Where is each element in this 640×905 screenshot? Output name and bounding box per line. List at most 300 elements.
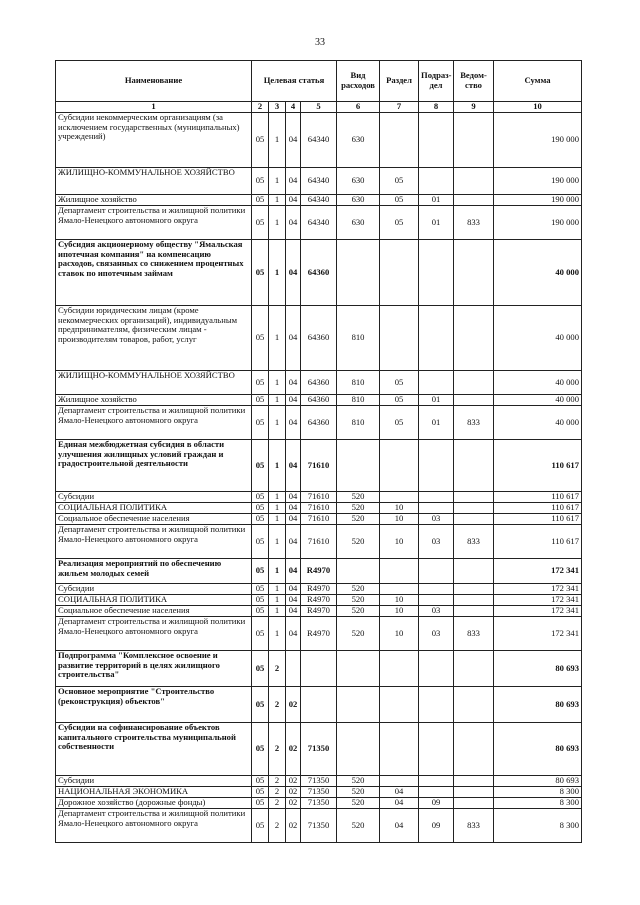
- row-code-vr: 520: [337, 787, 380, 798]
- row-sum: 40 000: [494, 306, 582, 371]
- row-code-c: 02: [286, 687, 301, 723]
- row-code-d: 71350: [301, 798, 337, 809]
- row-code-a: 05: [252, 514, 269, 525]
- row-code-rz: 10: [380, 514, 419, 525]
- row-code-vr: 810: [337, 395, 380, 406]
- row-code-vr: 810: [337, 406, 380, 440]
- row-code-a: 05: [252, 584, 269, 595]
- row-sum: 8 300: [494, 798, 582, 809]
- row-sum: 190 000: [494, 206, 582, 240]
- row-code-vr: 630: [337, 113, 380, 168]
- column-number: 4: [286, 102, 301, 113]
- row-code-pr: 03: [419, 514, 454, 525]
- row-code-rz: 10: [380, 617, 419, 651]
- row-code-rz: [380, 776, 419, 787]
- row-code-b: 1: [269, 240, 286, 306]
- row-code-b: 2: [269, 776, 286, 787]
- row-code-rz: 04: [380, 787, 419, 798]
- row-code-vr: 520: [337, 503, 380, 514]
- row-sum: 8 300: [494, 787, 582, 798]
- row-code-c: 04: [286, 559, 301, 584]
- row-name: Реализация мероприятий по обеспечению жильем молодых семей: [56, 559, 252, 584]
- row-code-a: 05: [252, 406, 269, 440]
- table-row: [56, 406, 582, 440]
- row-code-pr: [419, 687, 454, 723]
- row-code-vr: 520: [337, 606, 380, 617]
- row-code-ved: [454, 440, 494, 492]
- row-code-rz: [380, 584, 419, 595]
- row-code-vr: 630: [337, 168, 380, 195]
- row-code-c: 02: [286, 809, 301, 843]
- row-code-a: 05: [252, 595, 269, 606]
- row-sum: 172 341: [494, 617, 582, 651]
- row-code-a: 05: [252, 113, 269, 168]
- table-row: [56, 584, 582, 595]
- row-sum: 190 000: [494, 168, 582, 195]
- row-code-a: 05: [252, 195, 269, 206]
- header-department: Ведом-ство: [454, 61, 494, 102]
- row-code-ved: [454, 168, 494, 195]
- row-code-b: 1: [269, 525, 286, 559]
- row-code-d: 71610: [301, 514, 337, 525]
- row-code-b: 1: [269, 168, 286, 195]
- row-name: Субсидии некоммерческим организациям (за исключением государственных (муниципальных) учреждений): [56, 113, 252, 168]
- row-name: Департамент строительства и жилищной политики Ямало-Ненецкого автономного округа: [56, 206, 252, 240]
- row-code-a: 05: [252, 440, 269, 492]
- row-code-pr: 01: [419, 206, 454, 240]
- row-code-rz: 05: [380, 195, 419, 206]
- row-code-pr: [419, 651, 454, 687]
- row-code-c: 04: [286, 440, 301, 492]
- header-section: Раздел: [380, 61, 419, 102]
- row-code-vr: 520: [337, 798, 380, 809]
- page-number: 33: [315, 37, 325, 48]
- table-row: [56, 113, 582, 168]
- row-code-b: 2: [269, 809, 286, 843]
- header-expense-type: Вид расходов: [337, 61, 380, 102]
- row-code-rz: 10: [380, 595, 419, 606]
- row-code-a: 05: [252, 525, 269, 559]
- row-code-d: 64360: [301, 406, 337, 440]
- row-code-ved: [454, 514, 494, 525]
- row-code-b: 1: [269, 617, 286, 651]
- row-code-pr: 03: [419, 525, 454, 559]
- row-code-d: 64340: [301, 113, 337, 168]
- row-code-a: 05: [252, 395, 269, 406]
- column-number: 1: [56, 102, 252, 113]
- row-code-b: 1: [269, 559, 286, 584]
- row-code-rz: [380, 440, 419, 492]
- row-code-c: 04: [286, 406, 301, 440]
- row-code-vr: [337, 240, 380, 306]
- column-number: 6: [337, 102, 380, 113]
- row-code-d: R4970: [301, 617, 337, 651]
- row-name: Департамент строительства и жилищной политики Ямало-Ненецкого автономного округа: [56, 617, 252, 651]
- row-code-pr: [419, 492, 454, 503]
- row-sum: 110 617: [494, 514, 582, 525]
- row-code-d: 64360: [301, 371, 337, 395]
- row-code-a: 05: [252, 168, 269, 195]
- row-code-rz: [380, 559, 419, 584]
- row-code-ved: [454, 776, 494, 787]
- row-code-ved: [454, 195, 494, 206]
- row-code-b: 2: [269, 798, 286, 809]
- row-code-a: 05: [252, 503, 269, 514]
- row-sum: 110 617: [494, 525, 582, 559]
- row-code-c: 02: [286, 787, 301, 798]
- row-code-b: 1: [269, 206, 286, 240]
- row-code-vr: [337, 687, 380, 723]
- row-code-rz: [380, 687, 419, 723]
- row-code-pr: 01: [419, 395, 454, 406]
- row-code-a: 05: [252, 809, 269, 843]
- row-sum: 172 341: [494, 584, 582, 595]
- row-code-d: 64360: [301, 395, 337, 406]
- row-code-rz: 04: [380, 809, 419, 843]
- row-code-vr: [337, 559, 380, 584]
- row-code-c: 04: [286, 113, 301, 168]
- row-code-d: 71610: [301, 492, 337, 503]
- row-code-rz: 05: [380, 371, 419, 395]
- row-code-rz: 05: [380, 206, 419, 240]
- row-code-pr: 09: [419, 809, 454, 843]
- row-code-b: 2: [269, 687, 286, 723]
- row-code-c: 04: [286, 595, 301, 606]
- row-code-a: 05: [252, 492, 269, 503]
- table-row: [56, 503, 582, 514]
- row-name: Жилищное хозяйство: [56, 395, 252, 406]
- row-code-rz: 10: [380, 525, 419, 559]
- row-code-c: 04: [286, 492, 301, 503]
- row-code-pr: [419, 503, 454, 514]
- row-code-b: 1: [269, 406, 286, 440]
- row-code-b: 1: [269, 113, 286, 168]
- row-code-rz: 05: [380, 168, 419, 195]
- row-code-c: 02: [286, 776, 301, 787]
- row-code-a: 05: [252, 606, 269, 617]
- row-code-vr: 630: [337, 195, 380, 206]
- row-code-d: 71350: [301, 723, 337, 776]
- row-code-ved: [454, 651, 494, 687]
- row-code-c: 02: [286, 798, 301, 809]
- row-code-d: 64340: [301, 195, 337, 206]
- row-sum: 110 617: [494, 440, 582, 492]
- row-sum: 40 000: [494, 240, 582, 306]
- row-code-vr: 520: [337, 514, 380, 525]
- row-code-b: 2: [269, 651, 286, 687]
- row-sum: 190 000: [494, 113, 582, 168]
- table-row: [56, 651, 582, 687]
- table-row: [56, 371, 582, 395]
- row-code-ved: [454, 584, 494, 595]
- row-code-d: 71350: [301, 809, 337, 843]
- header-sum: Сумма: [494, 61, 582, 102]
- budget-table: [55, 60, 582, 843]
- row-code-b: 1: [269, 195, 286, 206]
- row-code-d: R4970: [301, 595, 337, 606]
- row-name: Социальное обеспечение населения: [56, 514, 252, 525]
- row-code-d: R4970: [301, 559, 337, 584]
- row-code-a: 05: [252, 617, 269, 651]
- row-code-pr: [419, 306, 454, 371]
- table-row: [56, 492, 582, 503]
- column-number: 10: [494, 102, 582, 113]
- row-code-d: 71350: [301, 776, 337, 787]
- row-code-d: [301, 651, 337, 687]
- row-code-ved: 833: [454, 406, 494, 440]
- row-code-d: 64340: [301, 168, 337, 195]
- row-name: Субсидия акционерному обществу "Ямальская ипотечная компания" на компенсацию расходов, связанных со снижением процентных ставок по ипотечным займам: [56, 240, 252, 306]
- row-code-pr: [419, 168, 454, 195]
- row-code-rz: 10: [380, 606, 419, 617]
- row-code-ved: 833: [454, 525, 494, 559]
- row-code-c: 04: [286, 514, 301, 525]
- row-code-vr: 520: [337, 776, 380, 787]
- row-code-a: 05: [252, 798, 269, 809]
- row-code-pr: [419, 240, 454, 306]
- table-row: [56, 559, 582, 584]
- row-code-c: 04: [286, 371, 301, 395]
- row-code-b: 2: [269, 723, 286, 776]
- row-code-rz: 10: [380, 503, 419, 514]
- row-code-pr: [419, 723, 454, 776]
- table-row: [56, 168, 582, 195]
- row-code-ved: [454, 371, 494, 395]
- row-code-d: 71610: [301, 503, 337, 514]
- column-number: 3: [269, 102, 286, 113]
- row-code-rz: 05: [380, 406, 419, 440]
- row-code-vr: 520: [337, 595, 380, 606]
- column-number: 9: [454, 102, 494, 113]
- row-code-rz: [380, 240, 419, 306]
- column-number-row: [56, 102, 582, 113]
- row-code-d: 64360: [301, 306, 337, 371]
- column-number: 5: [301, 102, 337, 113]
- row-code-ved: [454, 240, 494, 306]
- table-row: [56, 514, 582, 525]
- row-code-rz: [380, 306, 419, 371]
- row-name: Субсидии: [56, 584, 252, 595]
- row-sum: 80 693: [494, 687, 582, 723]
- row-code-b: 1: [269, 440, 286, 492]
- column-number: 2: [252, 102, 269, 113]
- row-code-b: 1: [269, 395, 286, 406]
- row-sum: 172 341: [494, 595, 582, 606]
- row-code-c: 04: [286, 168, 301, 195]
- row-name: Дорожное хозяйство (дорожные фонды): [56, 798, 252, 809]
- row-code-rz: 05: [380, 395, 419, 406]
- row-sum: 172 341: [494, 559, 582, 584]
- table-row: [56, 776, 582, 787]
- table-row: [56, 617, 582, 651]
- row-code-a: 05: [252, 651, 269, 687]
- column-number: 8: [419, 102, 454, 113]
- header-subsection: Подраз-дел: [419, 61, 454, 102]
- row-code-b: 2: [269, 787, 286, 798]
- row-name: ЖИЛИЩНО-КОММУНАЛЬНОЕ ХОЗЯЙСТВО: [56, 371, 252, 395]
- row-code-pr: [419, 559, 454, 584]
- row-code-ved: [454, 559, 494, 584]
- row-code-a: 05: [252, 306, 269, 371]
- row-code-d: R4970: [301, 584, 337, 595]
- row-code-d: 71610: [301, 525, 337, 559]
- row-code-rz: [380, 492, 419, 503]
- row-code-rz: [380, 723, 419, 776]
- row-code-c: 02: [286, 723, 301, 776]
- row-code-c: 04: [286, 617, 301, 651]
- row-name: ЖИЛИЩНО-КОММУНАЛЬНОЕ ХОЗЯЙСТВО: [56, 168, 252, 195]
- row-sum: 40 000: [494, 371, 582, 395]
- row-code-ved: [454, 492, 494, 503]
- row-code-pr: [419, 595, 454, 606]
- table-row: [56, 723, 582, 776]
- row-code-b: 1: [269, 514, 286, 525]
- row-name: СОЦИАЛЬНАЯ ПОЛИТИКА: [56, 595, 252, 606]
- row-code-ved: [454, 723, 494, 776]
- row-code-c: 04: [286, 206, 301, 240]
- row-name: Субсидии: [56, 492, 252, 503]
- row-sum: 110 617: [494, 492, 582, 503]
- row-sum: 40 000: [494, 395, 582, 406]
- row-code-ved: [454, 606, 494, 617]
- row-name: НАЦИОНАЛЬНАЯ ЭКОНОМИКА: [56, 787, 252, 798]
- row-code-ved: [454, 306, 494, 371]
- row-code-c: 04: [286, 584, 301, 595]
- row-name: Подпрограмма "Комплексное освоение и развитие территорий в целях жилищного строительства": [56, 651, 252, 687]
- row-code-rz: [380, 651, 419, 687]
- row-code-ved: [454, 798, 494, 809]
- row-code-vr: 520: [337, 492, 380, 503]
- row-sum: 190 000: [494, 195, 582, 206]
- row-code-vr: 520: [337, 525, 380, 559]
- row-code-ved: 833: [454, 206, 494, 240]
- row-code-a: 05: [252, 206, 269, 240]
- row-code-pr: [419, 113, 454, 168]
- row-code-c: 04: [286, 525, 301, 559]
- row-code-vr: 810: [337, 306, 380, 371]
- row-code-vr: 630: [337, 206, 380, 240]
- row-sum: 110 617: [494, 503, 582, 514]
- row-code-vr: 520: [337, 617, 380, 651]
- row-code-c: 04: [286, 606, 301, 617]
- row-code-d: [301, 687, 337, 723]
- row-sum: 80 693: [494, 651, 582, 687]
- row-code-d: R4970: [301, 606, 337, 617]
- row-code-a: 05: [252, 240, 269, 306]
- row-code-pr: 01: [419, 406, 454, 440]
- row-code-c: 04: [286, 306, 301, 371]
- row-code-pr: [419, 787, 454, 798]
- row-name: Основное мероприятие "Строительство (реконструкция) объектов": [56, 687, 252, 723]
- row-sum: 80 693: [494, 776, 582, 787]
- row-name: Жилищное хозяйство: [56, 195, 252, 206]
- row-code-ved: [454, 395, 494, 406]
- row-name: Субсидии: [56, 776, 252, 787]
- row-code-vr: [337, 651, 380, 687]
- row-code-a: 05: [252, 723, 269, 776]
- header-target-article: Целевая статья: [252, 61, 337, 102]
- table-row: [56, 798, 582, 809]
- row-code-vr: 520: [337, 584, 380, 595]
- row-code-vr: 810: [337, 371, 380, 395]
- row-name: Департамент строительства и жилищной политики Ямало-Ненецкого автономного округа: [56, 406, 252, 440]
- row-code-b: 1: [269, 606, 286, 617]
- row-code-d: 71350: [301, 787, 337, 798]
- header-name: Наименование: [56, 61, 252, 102]
- row-code-c: 04: [286, 395, 301, 406]
- table-row: [56, 440, 582, 492]
- row-code-b: 1: [269, 306, 286, 371]
- row-code-d: 71610: [301, 440, 337, 492]
- row-code-pr: [419, 584, 454, 595]
- row-name: СОЦИАЛЬНАЯ ПОЛИТИКА: [56, 503, 252, 514]
- column-number: 7: [380, 102, 419, 113]
- row-code-pr: 03: [419, 617, 454, 651]
- row-code-ved: [454, 595, 494, 606]
- table-row: [56, 306, 582, 371]
- row-code-pr: 01: [419, 195, 454, 206]
- row-code-ved: [454, 503, 494, 514]
- row-name: Департамент строительства и жилищной политики Ямало-Ненецкого автономного округа: [56, 525, 252, 559]
- row-code-b: 1: [269, 371, 286, 395]
- row-code-vr: [337, 723, 380, 776]
- table-row: [56, 195, 582, 206]
- row-code-rz: [380, 113, 419, 168]
- table-row: [56, 206, 582, 240]
- row-name: Единая межбюджетная субсидия в области улучшения жилищных условий граждан и градостроительной деятельности: [56, 440, 252, 492]
- row-sum: 172 341: [494, 606, 582, 617]
- table-row: [56, 787, 582, 798]
- row-code-d: 64360: [301, 240, 337, 306]
- row-code-ved: 833: [454, 809, 494, 843]
- row-code-vr: [337, 440, 380, 492]
- table-row: [56, 595, 582, 606]
- row-code-ved: [454, 787, 494, 798]
- row-code-rz: 04: [380, 798, 419, 809]
- row-code-b: 1: [269, 503, 286, 514]
- row-code-c: 04: [286, 195, 301, 206]
- row-code-c: 04: [286, 503, 301, 514]
- row-code-b: 1: [269, 492, 286, 503]
- row-code-a: 05: [252, 787, 269, 798]
- row-name: Субсидии на софинансирование объектов капитального строительства муниципальной собственности: [56, 723, 252, 776]
- row-sum: 8 300: [494, 809, 582, 843]
- row-code-ved: [454, 113, 494, 168]
- table-row: [56, 606, 582, 617]
- row-code-a: 05: [252, 371, 269, 395]
- row-code-c: 04: [286, 240, 301, 306]
- table-row: [56, 395, 582, 406]
- row-code-a: 05: [252, 776, 269, 787]
- row-code-c: [286, 651, 301, 687]
- row-code-a: 05: [252, 687, 269, 723]
- row-code-d: 64340: [301, 206, 337, 240]
- table-row: [56, 525, 582, 559]
- row-code-vr: 520: [337, 809, 380, 843]
- row-name: Субсидии юридическим лицам (кроме некоммерческих организаций), индивидуальным предпринимателям, физическим лицам - производителям товаров, работ, услуг: [56, 306, 252, 371]
- row-code-ved: [454, 687, 494, 723]
- row-sum: 80 693: [494, 723, 582, 776]
- table-row: [56, 687, 582, 723]
- row-name: Социальное обеспечение населения: [56, 606, 252, 617]
- row-code-a: 05: [252, 559, 269, 584]
- row-code-pr: [419, 371, 454, 395]
- row-sum: 40 000: [494, 406, 582, 440]
- row-code-pr: [419, 776, 454, 787]
- row-code-b: 1: [269, 584, 286, 595]
- row-code-b: 1: [269, 595, 286, 606]
- row-code-pr: 09: [419, 798, 454, 809]
